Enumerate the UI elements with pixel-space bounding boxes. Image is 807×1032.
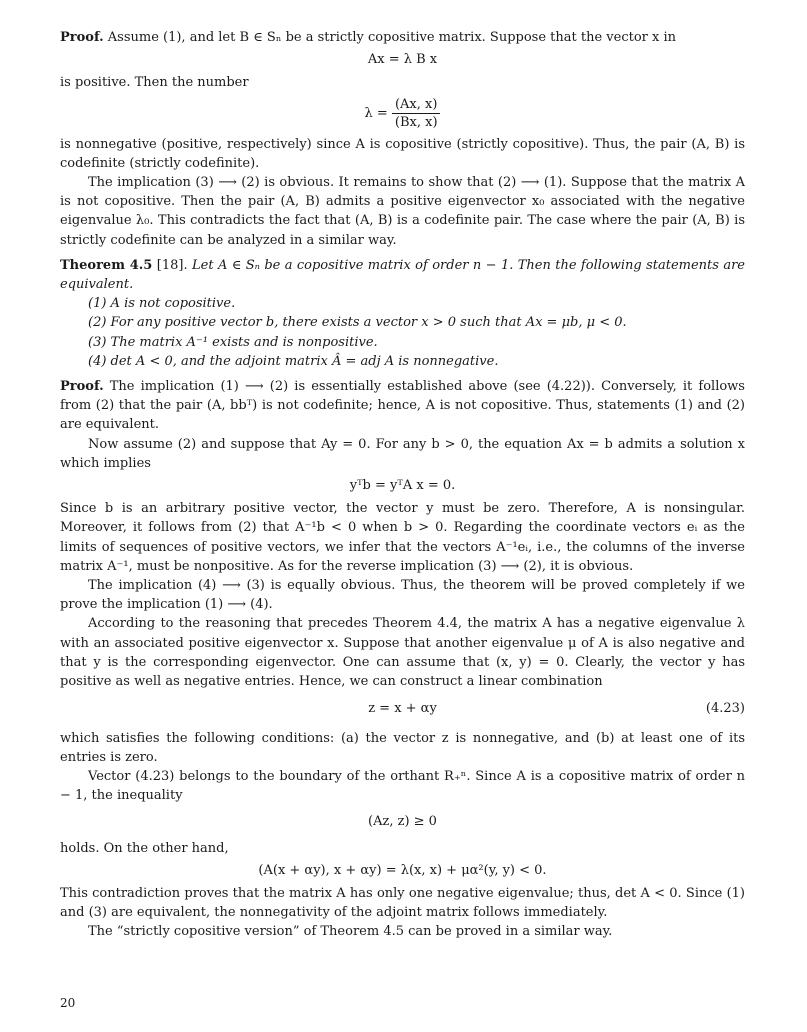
proof-1-opening	[60, 28, 745, 47]
list-item: (3) The matrix A⁻¹ exists and is nonpositive.	[88, 334, 378, 350]
equation-az-z: (Az, z) ≥ 0	[368, 814, 437, 830]
equation-ax-lambda-bx: Ax = λ B x	[367, 52, 438, 68]
proof-2-paragraph-9: This contradiction proves that the matrix A has only one negative eigenvalue; thus, det A < 0. Since (1) and (3) are equivalent, the nonnegativity of the adjoint matrix follows immediately.	[60, 885, 745, 921]
proof-1-conclusion: is nonnegative (positive, respectively) since A is copositive (strictly copositive). Thus, the pair (A, B) is codefinite (strictly codefinite).	[60, 136, 745, 171]
proof-2-paragraph-2: Now assume (2) and suppose that Ay = 0. For any b > 0, the equation Ax = b admits a solution x which implies	[60, 436, 745, 471]
proof-label: Proof.	[60, 30, 104, 45]
equation-ytb: yᵀb = yᵀA x = 0.	[349, 478, 456, 494]
equation-contradiction: (A(x + αy), x + αy) = λ(x, x) + μα²(y, y) < 0.	[258, 862, 547, 878]
proof-2-text: The implication (1) ⟶ (2) is essentially established above (see (4.22)). Conversely, it follows from (2) that the pair (A, bbᵀ) is not codefinite; hence, A is not copositive. Thus, statements (1) and (2) are equivalent.	[60, 379, 745, 433]
proof-label: Proof.	[60, 379, 104, 395]
proof-2-paragraph-4: The implication (4) ⟶ (3) is equally obvious. Thus, the theorem will be proved completely if we prove the implication (1) ⟶ (4).	[60, 578, 745, 613]
equation-z: z = x + αy	[368, 701, 437, 717]
proof-2-paragraph-5: According to the reasoning that precedes Theorem 4.4, the matrix A has a negative eigenvalue λ with an associated positive eigenvector x. Suppose that another eigenvalue μ of A is also negative and that y is the corresponding eigenvector. One can assume that (x, y) = 0. Clearly, the vector y has positive as well as negative entries. Hence, we can construct a linear combination	[60, 616, 745, 690]
proof-2-paragraph-3: Since b is an arbitrary positive vector, the vector y must be zero. Therefore, A is nonsingular. Moreover, it follows from (2) that A⁻¹b < 0 when b > 0. Regarding the coordinate vectors eᵢ as the limits of sequences of positive vectors, we infer that the vectors A⁻¹eᵢ, i.e., the columns of the inverse matrix A⁻¹, must be nonpositive. As for the reverse implication (3) ⟶ (2), it is obvious.	[60, 501, 745, 574]
equation-4-23	[60, 699, 745, 718]
proof-1-paragraph-2: The implication (3) ⟶ (2) is obvious. It remains to show that (2) ⟶ (1). Suppose that the matrix A is not copositive. Then the pair (A, B) admits a positive eigenvector x₀ associated with the negative eigenvalue λ₀. This contradicts the fact that (A, B) is a codefinite pair. The case where the pair (A, B) is strictly codefinite can be analyzed in a similar way.	[60, 175, 745, 248]
proof-2-paragraph-7: Vector (4.23) belongs to the boundary of the orthant R₊ⁿ. Since A is a copositive matrix of order n − 1, the inequality	[60, 768, 745, 804]
theorem-ref: [18].	[156, 257, 188, 273]
theorem-item-list	[88, 294, 745, 371]
proof-2-paragraph-1	[60, 377, 745, 435]
lambda-lhs: λ =	[364, 105, 388, 121]
fraction-numerator: (Ax, x)	[392, 96, 440, 114]
proof-2-paragraph-10: The “strictly copositive version” of Theorem 4.5 can be proved in a similar way.	[88, 924, 613, 940]
proof-2-paragraph-6: which satisfies the following conditions: (a) the vector z is nonnegative, and (b) at least one of its entries is zero.	[60, 730, 745, 765]
proof-2-paragraph-8: holds. On the other hand,	[60, 840, 229, 856]
page-number: 20	[60, 996, 76, 1010]
theorem-statement	[60, 256, 745, 294]
equation-lambda-fraction	[60, 96, 745, 131]
list-item: (2) For any positive vector b, there exists a vector x > 0 such that Ax = μb, μ < 0.	[88, 315, 627, 331]
list-item: (1) A is not copositive.	[88, 296, 236, 312]
list-item: (4) det A < 0, and the adjoint matrix Â = adj A is nonnegative.	[88, 353, 499, 369]
proof-1-text: Assume (1), and let B ∈ Sₙ be a strictly copositive matrix. Suppose that the vector x in	[107, 30, 677, 45]
theorem-label: Theorem 4.5	[60, 257, 153, 273]
lambda-fraction	[392, 96, 441, 131]
theorem-text: Let A ∈ Sₙ be a copositive matrix of order n − 1. Then the following statements are equivalent.	[60, 257, 745, 293]
proof-1-continuation: is positive. Then the number	[60, 75, 249, 91]
fraction-denominator: (Bx, x)	[394, 114, 438, 130]
equation-number: (4.23)	[705, 701, 745, 717]
